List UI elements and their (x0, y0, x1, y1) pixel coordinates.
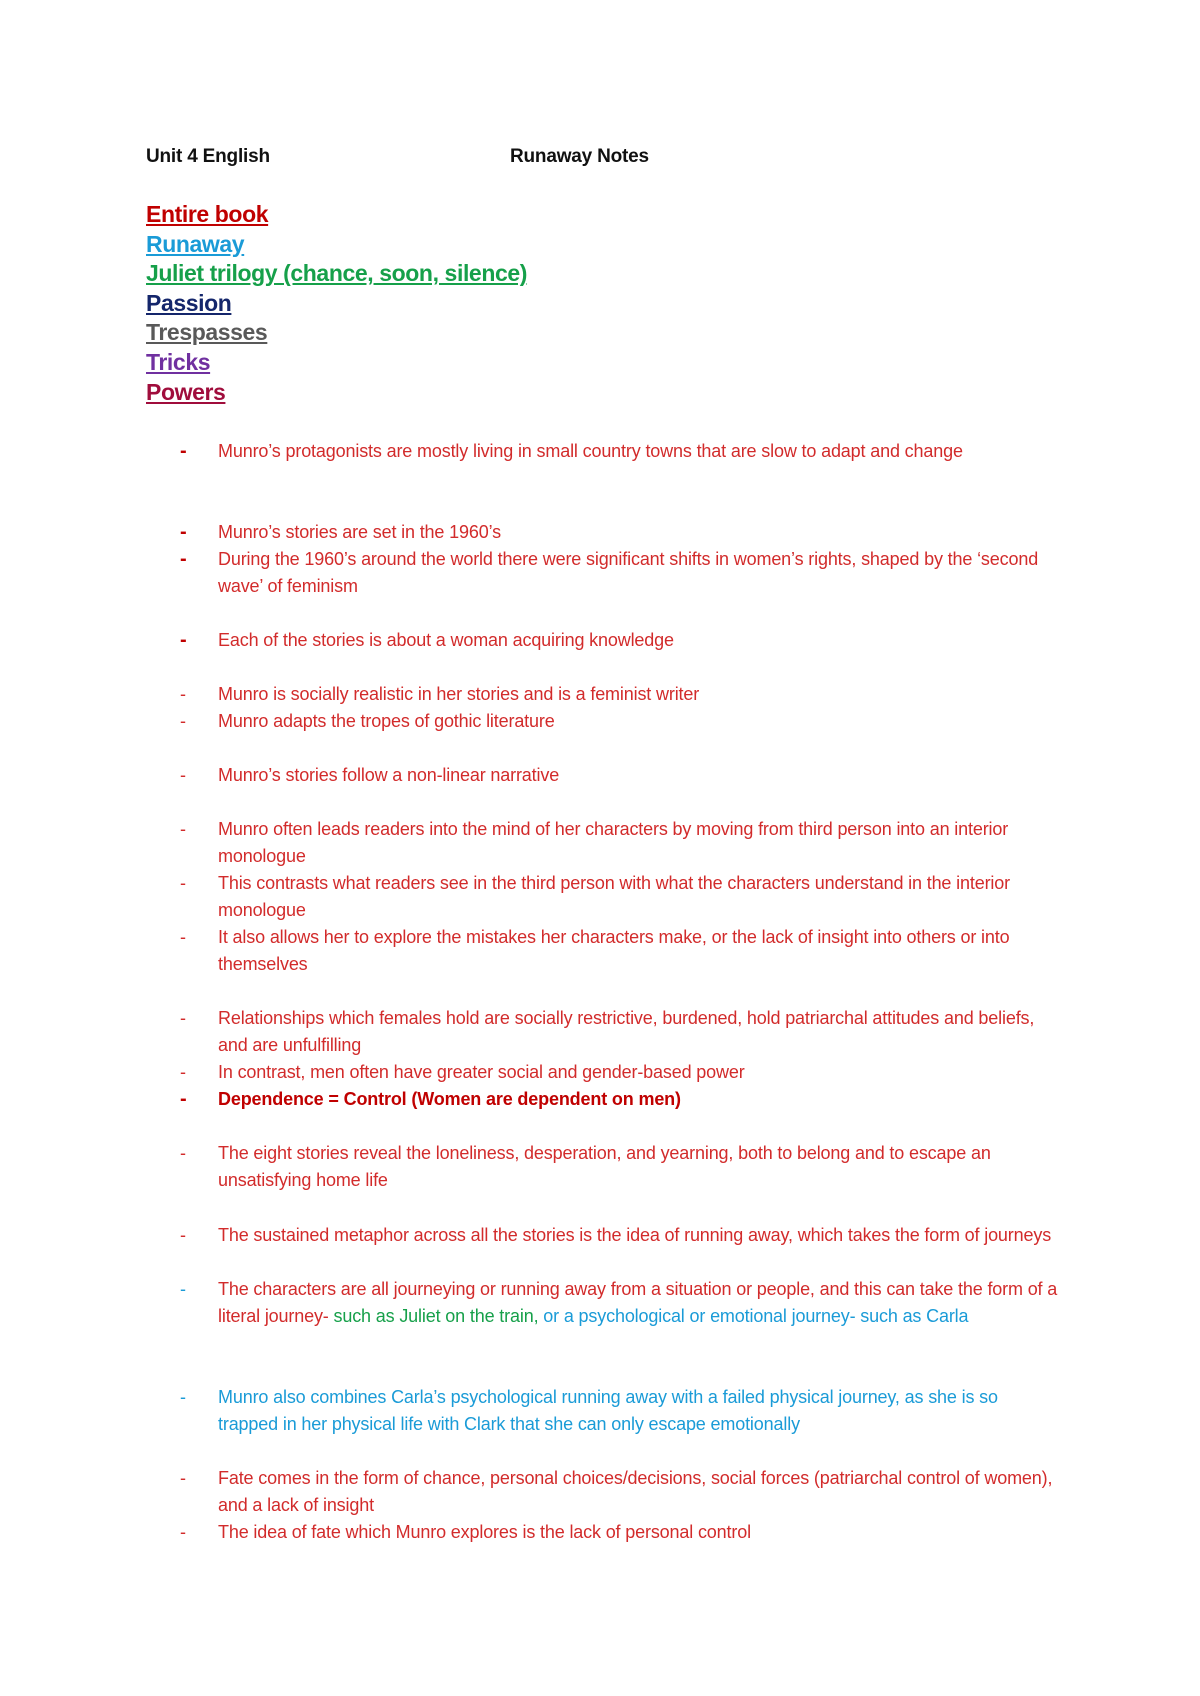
list-item (180, 1384, 1060, 1439)
note-text: During the 1960’s around the world there were significant shifts in women’s rights, shaped by the ‘second wave’ of feminism (218, 549, 1039, 597)
key-passion: Passion (146, 289, 232, 316)
note-text: Munro is socially realistic in her stories and is a feminist writer (218, 684, 700, 704)
bullet-dash: - (180, 521, 187, 543)
list-item (180, 1519, 1060, 1546)
header-notes-title: Runaway Notes (510, 146, 649, 167)
list-item (180, 708, 1060, 735)
note-text: This contrasts what readers see in the third person with what the characters understand in the interior monologue (218, 873, 1010, 921)
story-color-key (146, 200, 527, 407)
key-trespasses: Trespasses (146, 319, 268, 346)
header-unit-title: Unit 4 English (146, 146, 270, 167)
bullet-dash: - (180, 711, 186, 731)
bullet-dash: - (180, 1225, 186, 1245)
note-text: Munro adapts the tropes of gothic literature (218, 711, 555, 731)
bullet-dash: - (180, 548, 187, 570)
list-item (180, 924, 1060, 979)
note-text: Munro’s stories are set in the 1960’s (218, 522, 501, 542)
bullet-dash: - (180, 1008, 186, 1028)
list-item (180, 816, 1060, 871)
bullet-dash: - (180, 440, 187, 462)
note-text: The eight stories reveal the loneliness, desperation, and yearning, both to belong and to escape an unsatisfying home life (218, 1143, 991, 1191)
key-juliet-trilogy: Juliet trilogy (chance, soon, silence) (146, 260, 528, 287)
list-item (180, 1059, 1060, 1086)
key-tricks: Tricks (146, 348, 211, 375)
bullet-dash: - (180, 1522, 186, 1542)
key-entire-book: Entire book (146, 201, 269, 227)
note-text: Munro often leads readers into the mind of her characters by moving from third person into an interior monologue (218, 819, 1009, 867)
note-text: Dependence = Control (Women are dependent on men) (218, 1089, 681, 1109)
list-item (180, 519, 1060, 546)
note-text: Fate comes in the form of chance, personal choices/decisions, social forces (patriarchal control of women), and a lack of insight (218, 1468, 1053, 1516)
note-text-part: or a psychological or emotional journey- such as Carla (543, 1306, 969, 1327)
list-item (180, 627, 1060, 654)
note-text: It also allows her to explore the mistakes her characters make, or the lack of insight into others or into themselves (218, 927, 1010, 975)
list-item (180, 438, 1060, 465)
list-item (180, 762, 1060, 789)
list-item (180, 870, 1060, 925)
list-item (180, 1465, 1060, 1520)
bullet-dash: - (180, 684, 186, 704)
bullet-dash: - (180, 927, 186, 947)
list-item (180, 1005, 1060, 1060)
note-text-part: such as Juliet on the train, (333, 1306, 544, 1327)
bullet-dash: - (180, 819, 186, 839)
list-item (180, 1086, 1060, 1113)
note-text: Munro’s stories follow a non-linear narrative (218, 765, 560, 785)
bullet-dash: - (180, 1143, 186, 1163)
bullet-dash: - (180, 629, 187, 651)
note-text: Munro’s protagonists are mostly living in small country towns that are slow to adapt and change (218, 441, 963, 461)
bullet-dash: - (180, 1088, 187, 1110)
note-text: Each of the stories is about a woman acquiring knowledge (218, 630, 674, 650)
key-runaway: Runaway (146, 230, 245, 257)
list-item (180, 1222, 1060, 1249)
list-item (180, 1276, 1060, 1331)
note-text-part: The characters are all journeying or running away from a situation or people, and this can take the form of a literal journey- (218, 1279, 1058, 1327)
list-item (180, 546, 1060, 601)
note-text: The sustained metaphor across all the stories is the idea of running away, which takes the form of journeys (218, 1225, 1052, 1245)
key-powers: Powers (146, 378, 226, 405)
list-item (180, 681, 1060, 708)
note-text: In contrast, men often have greater social and gender-based power (218, 1062, 745, 1082)
bullet-dash: - (180, 1468, 186, 1488)
note-text: The idea of fate which Munro explores is the lack of personal control (218, 1522, 751, 1542)
note-text: Relationships which females hold are socially restrictive, burdened, hold patriarchal attitudes and beliefs, and are unfulfilling (218, 1008, 1035, 1056)
bullet-dash: - (180, 765, 186, 785)
bullet-dash: - (180, 1062, 186, 1082)
bullet-dash: - (180, 1387, 186, 1407)
note-text: Munro also combines Carla’s psychological running away with a failed physical journey, as she is so trapped in her physical life with Clark that she can only escape emotionally (218, 1387, 998, 1435)
list-item (180, 1140, 1060, 1195)
bullet-dash: - (180, 1279, 186, 1299)
bullet-dash: - (180, 873, 186, 893)
note-text (218, 1276, 1060, 1331)
